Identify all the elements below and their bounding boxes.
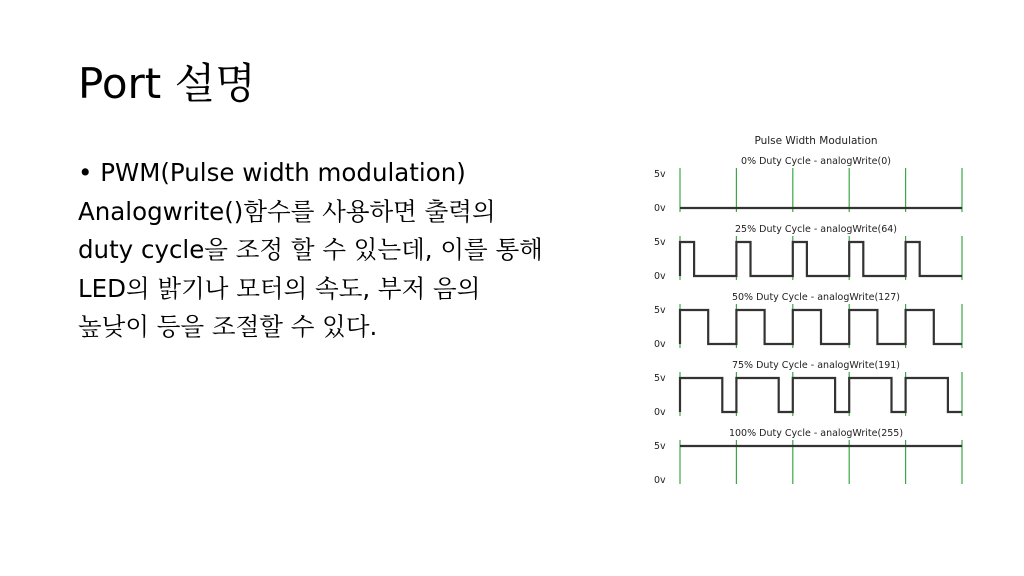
diagram-title: Pulse Width Modulation	[754, 135, 878, 147]
waveform	[680, 378, 962, 412]
voltage-low-label: 0v	[654, 407, 666, 418]
slide-body	[78, 154, 543, 347]
body-line: • PWM(Pulse width modulation)	[78, 158, 466, 187]
voltage-low-label: 0v	[654, 203, 666, 214]
voltage-low-label: 0v	[654, 339, 666, 350]
body-line: Analogwrite()함수를 사용하면 출력의	[78, 196, 496, 226]
panel-label: 25% Duty Cycle - analogWrite(64)	[735, 224, 897, 235]
voltage-high-label: 5v	[654, 237, 666, 248]
pwm-diagram	[644, 128, 974, 488]
panel-label: 75% Duty Cycle - analogWrite(191)	[731, 360, 901, 371]
body-line: 높낮이 등을 조절할 수 있다.	[78, 312, 378, 341]
voltage-high-label: 5v	[654, 441, 666, 452]
panel-label: 100% Duty Cycle - analogWrite(255)	[728, 428, 904, 439]
voltage-low-label: 0v	[654, 475, 666, 486]
waveform	[680, 310, 962, 344]
body-line: duty cycle을 조정 할 수 있는데, 이를 통해	[78, 235, 543, 264]
voltage-high-label: 5v	[654, 305, 666, 316]
panel-label: 50% Duty Cycle - analogWrite(127)	[731, 292, 901, 303]
voltage-high-label: 5v	[654, 169, 666, 180]
body-line: LED의 밝기나 모터의 속도, 부저 음의	[78, 273, 481, 303]
waveform	[680, 242, 962, 276]
voltage-low-label: 0v	[654, 271, 666, 282]
voltage-high-label: 5v	[654, 373, 666, 384]
pwm-panels	[654, 156, 962, 486]
panel-label: 0% Duty Cycle - analogWrite(0)	[741, 156, 891, 167]
slide-title: Port 설명	[78, 59, 256, 108]
